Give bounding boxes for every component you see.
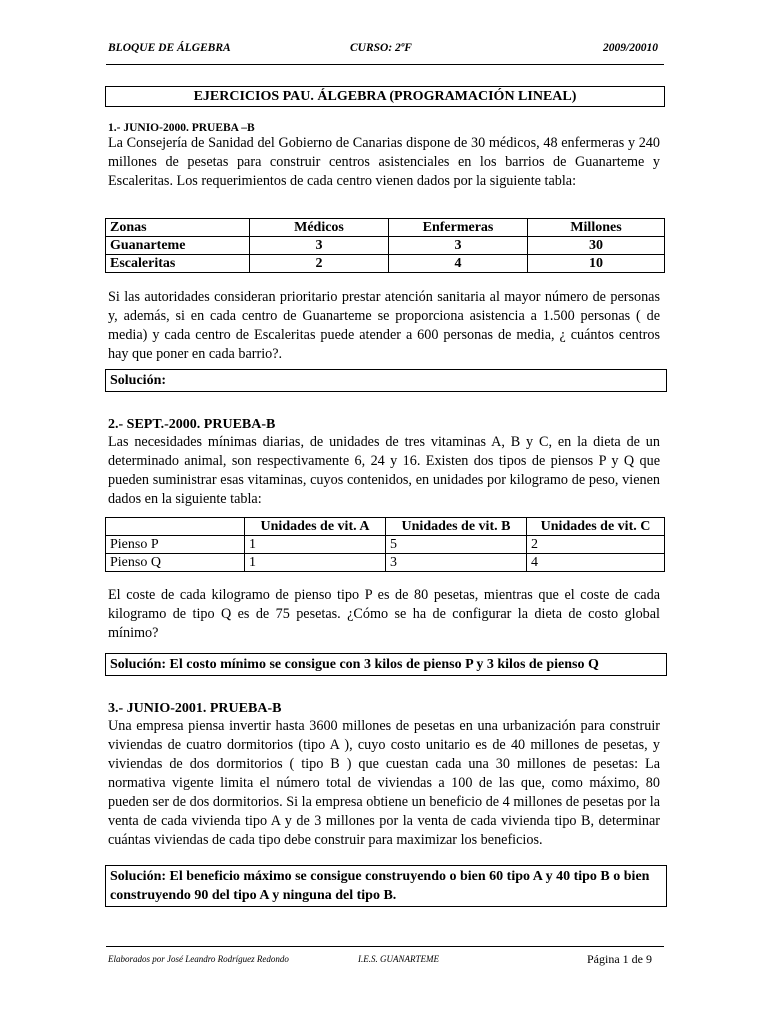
table-cell: Unidades de vit. B: [386, 518, 527, 536]
header-course: CURSO: 2ºF: [350, 42, 412, 54]
exercise-2-heading: 2.- SEPT.-2000. PRUEBA-B: [108, 417, 276, 432]
exercise-2-solution: Solución: El costo mínimo se consigue con 3 kilos de pienso P y 3 kilos de pienso Q: [105, 653, 667, 676]
exercise-1-intro: La Consejería de Sanidad del Gobierno de Canarias dispone de 30 médicos, 48 enfermeras y 240 millones de pesetas para construir centros asistenciales en los barrios de Guanarteme y Escaleritas. Los requerimientos de cada centro vienen dados por la siguiente tabla:: [108, 135, 660, 189]
table-cell: 3: [250, 237, 389, 255]
table-cell: 10: [528, 255, 665, 273]
table-cell: 3: [386, 554, 527, 572]
table-cell: Guanarteme: [106, 237, 250, 255]
page-header: [108, 42, 660, 60]
exercise-2-question: El coste de cada kilogramo de pienso tipo P es de 80 pesetas, mientras que el coste de cada kilogramo de tipo Q es de 75 pesetas. ¿Cómo se ha de configurar la dieta de costo global mínimo?: [108, 587, 660, 641]
exercise-3-solution: Solución: El beneficio máximo se consigue construyendo o bien 60 tipo A y 40 tipo B o bien construyendo 90 del tipo A y ninguna del tipo B.: [105, 865, 667, 907]
table-cell: Pienso Q: [106, 554, 245, 572]
table-cell: 3: [389, 237, 528, 255]
table-row: [106, 536, 665, 554]
header-year: 2009/20010: [603, 42, 658, 54]
table-cell: Enfermeras: [389, 219, 528, 237]
table-header-row: [106, 518, 665, 536]
footer-divider: [106, 946, 664, 947]
exercise-1-solution: Solución:: [105, 369, 667, 392]
exercise-2-table: [105, 517, 665, 572]
table-header-row: [106, 219, 665, 237]
table-row: [106, 255, 665, 273]
table-row: [106, 554, 665, 572]
table-cell: Millones: [528, 219, 665, 237]
table-cell: 30: [528, 237, 665, 255]
table-cell: Unidades de vit. C: [527, 518, 665, 536]
exercise-3-intro: Una empresa piensa invertir hasta 3600 millones de pesetas en una urbanización para construir viviendas de cuatro dormitorios (tipo A ), cuyo costo unitario es de 40 millones de pesetas, y viviendas de dos dormitorios ( tipo B ) que cuestan cada una 30 millones de pesetas: La normativa vigente limita el número total de viviendas a 100 de las que, como máximo, 80 pueden ser de dos dormitorios. Si la empresa obtiene un beneficio de 4 millones de pesetas por la venta de cada vivienda tipo A y de 3 millones por la venta de cada vivienda tipo B, determinar cuántas viviendas de cada tipo debe construir para maximizar los beneficios.: [108, 718, 660, 848]
table-cell: 1: [245, 536, 386, 554]
table-cell: Médicos: [250, 219, 389, 237]
exercise-1-heading: 1.- JUNIO-2000. PRUEBA –B: [108, 122, 255, 134]
table-cell: 1: [245, 554, 386, 572]
exercise-1-question: Si las autoridades consideran prioritario prestar atención sanitaria al mayor número de personas y, además, si en cada centro de Guanarteme se proporciona asistencia a 1.500 personas ( de media) y cada centro de Escaleritas puede atender a 600 personas de media, ¿ cuántos centros hay que poner en cada barrio?.: [108, 289, 660, 362]
header-subject: BLOQUE DE ÁLGEBRA: [108, 42, 231, 54]
table-cell: Escaleritas: [106, 255, 250, 273]
footer-author: Elaborados por José Leandro Rodríguez Redondo: [108, 954, 289, 964]
table-cell: 4: [389, 255, 528, 273]
table-cell: Unidades de vit. A: [245, 518, 386, 536]
table-cell: 4: [527, 554, 665, 572]
table-cell: 2: [527, 536, 665, 554]
header-divider: [106, 64, 664, 65]
exercise-2-intro: Las necesidades mínimas diarias, de unidades de tres vitaminas A, B y C, en la dieta de un determinado animal, son respectivamente 6, 24 y 16. Existen dos tipos de piensos P y Q que pueden suministrar esas vitaminas, cuyos contenidos, en unidades por kilogramo de peso, vienen dados en la siguiente tabla:: [108, 434, 660, 507]
table-row: [106, 237, 665, 255]
exercise-1-table: [105, 218, 665, 273]
table-cell: Zonas: [106, 219, 250, 237]
document-title: EJERCICIOS PAU. ÁLGEBRA (PROGRAMACIÓN LINEAL): [105, 86, 665, 107]
footer-school: I.E.S. GUANARTEME: [358, 954, 439, 964]
table-cell: 2: [250, 255, 389, 273]
exercise-3-heading: 3.- JUNIO-2001. PRUEBA-B: [108, 701, 282, 716]
table-cell: [106, 518, 245, 536]
footer-page-number: Página 1 de 9: [587, 952, 652, 966]
table-cell: Pienso P: [106, 536, 245, 554]
table-cell: 5: [386, 536, 527, 554]
